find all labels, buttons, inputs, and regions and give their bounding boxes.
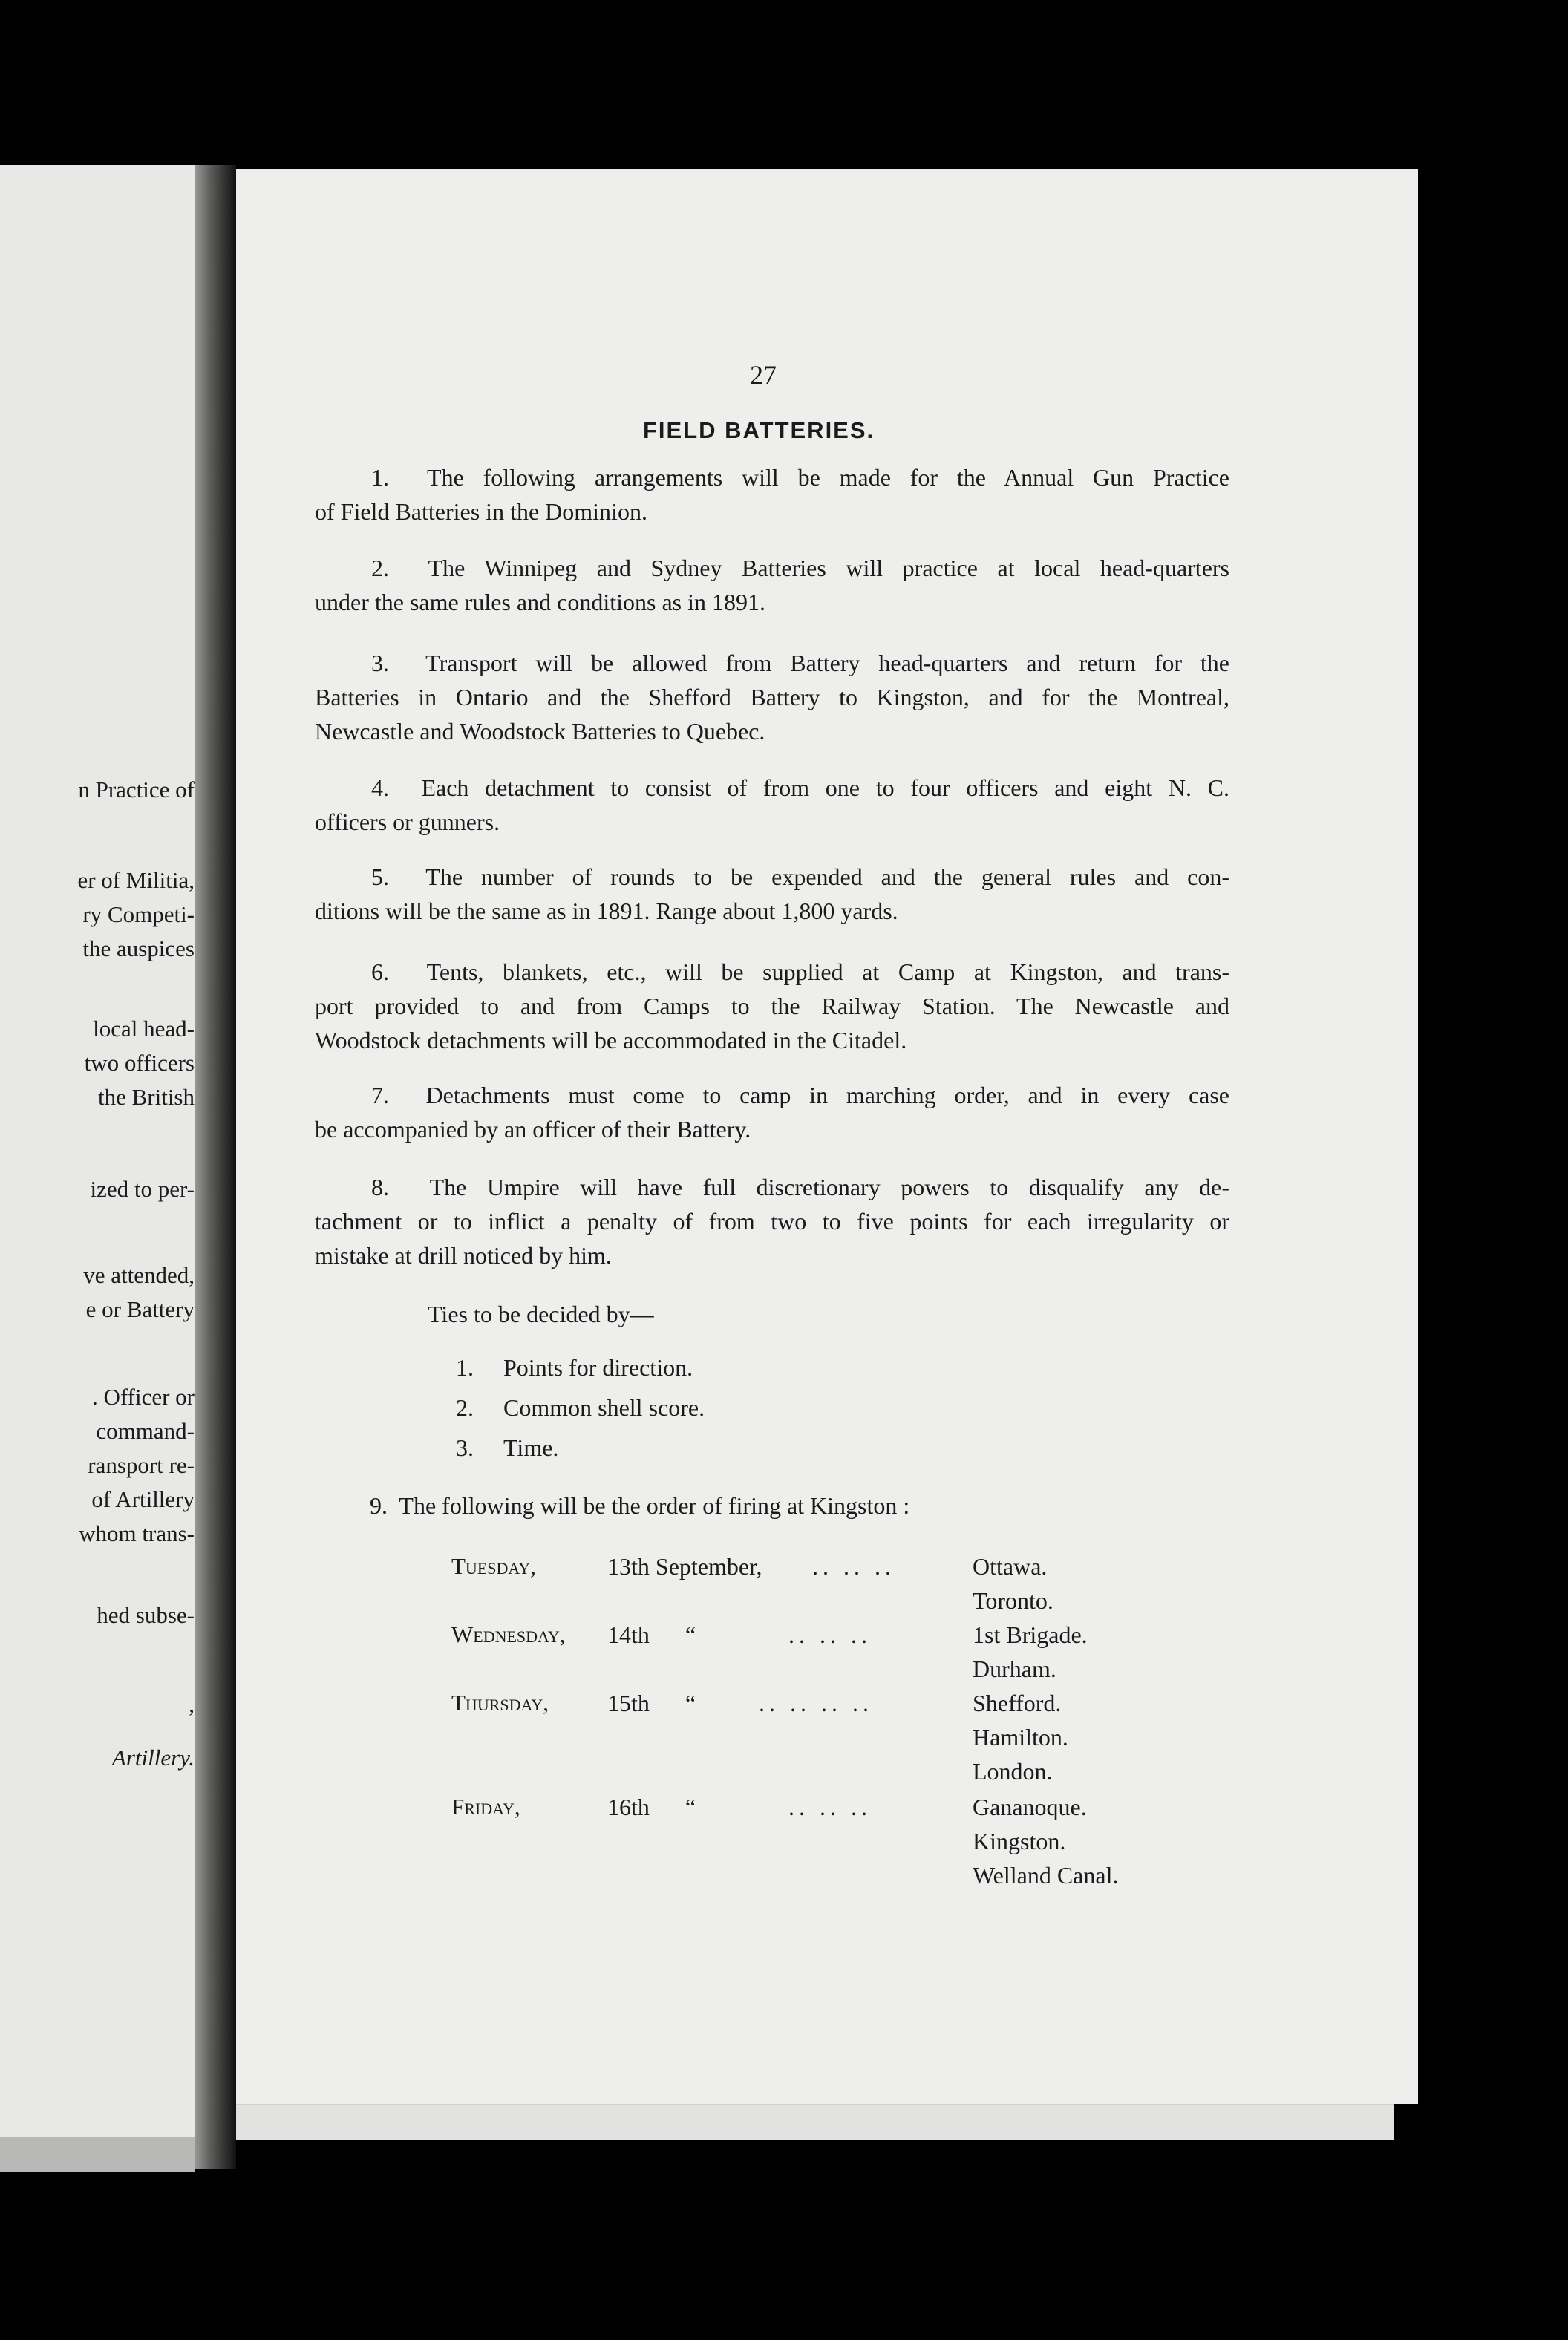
paragraph-number: 3. — [371, 650, 389, 676]
schedule-day: Tuesday, — [451, 1553, 536, 1579]
paragraph-line: The Winnipeg and Sydney Batteries will practice at local head-quarters — [428, 555, 1230, 581]
page-bottom-edge — [236, 2104, 1394, 2140]
schedule-place: Durham. — [973, 1656, 1056, 1682]
schedule-date: 14th “ — [607, 1621, 696, 1648]
paragraph-line: Detachments must come to camp in marching order, and in every case — [425, 1082, 1230, 1108]
paragraph-line: tachment or to inflict a penalty of from two to five points for each irregularity or — [315, 1208, 1229, 1235]
paragraph-line: mistake at drill noticed by him. — [315, 1242, 612, 1269]
schedule-leader-dots: .. .. .. — [788, 1794, 872, 1820]
paragraph-number: 4. — [371, 774, 389, 801]
tie-item — [456, 1434, 558, 1462]
schedule-leader-dots: .. .. .. — [788, 1621, 872, 1648]
schedule-place: Kingston. — [973, 1828, 1066, 1854]
left-page-line: ized to per- — [90, 1176, 195, 1202]
paragraph-line: port provided to and from Camps to the Railway Station. The Newcastle and — [315, 993, 1229, 1019]
paragraph-line: Batteries in Ontario and the Shefford Battery to Kingston, and for the Montreal, — [315, 684, 1229, 710]
left-page-line: the British — [97, 1084, 195, 1110]
schedule-place: Shefford. — [973, 1690, 1062, 1716]
schedule-leader-dots: .. .. .. .. — [759, 1690, 873, 1716]
ties-intro: Ties to be decided by— — [428, 1301, 654, 1327]
left-page-signature-line: Artillery. — [111, 1745, 195, 1771]
paragraph-2 — [315, 551, 1229, 619]
paragraph-4 — [315, 771, 1229, 839]
paragraph-line: The following arrangements will be made for the Annual Gun Practice — [427, 464, 1229, 491]
paragraph-line: ditions will be the same as in 1891. Range about 1,800 yards. — [315, 898, 898, 924]
paragraph-line: Woodstock detachments will be accommodated in the Citadel. — [315, 1027, 907, 1053]
schedule-place: Hamilton. — [973, 1724, 1068, 1751]
tie-text: Points for direction. — [503, 1354, 693, 1381]
paragraph-number: 2. — [371, 555, 389, 581]
paragraph-line: Tents, blankets, etc., will be supplied at Camp at Kingston, and trans- — [426, 958, 1230, 985]
previous-page-fragment — [0, 165, 195, 2137]
left-page-line: ransport re- — [88, 1452, 195, 1478]
schedule-date: 15th “ — [607, 1690, 696, 1716]
section-heading: FIELD BATTERIES. — [643, 417, 875, 443]
paragraph-line: Each detachment to consist of from one to four officers and eight N. C. — [421, 774, 1230, 801]
schedule-leader-dots: .. .. .. — [812, 1553, 895, 1580]
tie-number: 2. — [456, 1394, 474, 1421]
left-page-line: command- — [96, 1418, 195, 1444]
schedule-place: Gananoque. — [973, 1794, 1087, 1820]
left-page-line: ry Competi- — [82, 901, 195, 927]
left-page-line: , — [189, 1691, 195, 1717]
schedule-place: Ottawa. — [973, 1553, 1048, 1580]
left-page-line: . Officer or — [91, 1384, 195, 1410]
schedule-place: Welland Canal. — [973, 1862, 1119, 1889]
left-page-line: ve attended, — [83, 1262, 195, 1288]
schedule-place: London. — [973, 1758, 1053, 1785]
paragraph-line: officers or gunners. — [315, 808, 500, 835]
schedule-day: Thursday, — [451, 1690, 549, 1716]
paragraph-number: 8. — [371, 1174, 389, 1200]
paragraph-line: Transport will be allowed from Battery head-quarters and return for the — [425, 650, 1230, 676]
page-number: 27 — [750, 360, 777, 390]
left-page-line: er of Militia, — [77, 867, 195, 893]
schedule-date: 16th “ — [607, 1794, 696, 1820]
tie-number: 3. — [456, 1434, 474, 1461]
previous-page-bottom-edge — [0, 2137, 195, 2172]
book-gutter — [195, 165, 236, 2169]
left-page-line: two officers — [84, 1050, 195, 1076]
paragraph-number: 6. — [371, 958, 389, 985]
paragraph-line: be accompanied by an officer of their Battery. — [315, 1116, 751, 1143]
schedule-place: Toronto. — [973, 1587, 1054, 1614]
paragraph-number: 9. — [370, 1492, 388, 1519]
paragraph-5 — [315, 860, 1229, 928]
tie-item — [456, 1394, 705, 1422]
schedule-day: Wednesday, — [451, 1621, 566, 1647]
paragraph-7 — [315, 1078, 1229, 1146]
paragraph-line: of Field Batteries in the Dominion. — [315, 498, 647, 525]
paragraph-1 — [315, 460, 1229, 529]
order-intro-text: The following will be the order of firing at Kingston : — [399, 1492, 910, 1519]
paragraph-number: 7. — [371, 1082, 389, 1108]
tie-text: Time. — [503, 1434, 559, 1461]
paragraph-number: 5. — [371, 863, 389, 890]
tie-number: 1. — [456, 1354, 474, 1381]
schedule-day: Friday, — [451, 1794, 520, 1820]
paragraph-3 — [315, 646, 1229, 748]
left-page-line: whom trans- — [79, 1520, 195, 1546]
paragraph-line: The number of rounds to be expended and the general rules and con- — [425, 863, 1230, 890]
paragraph-8 — [315, 1170, 1229, 1272]
tie-item — [456, 1354, 693, 1382]
schedule-place: 1st Brigade. — [973, 1621, 1088, 1648]
left-page-line: local head- — [93, 1016, 195, 1042]
schedule-date: 13th September, — [607, 1553, 762, 1580]
left-page-line: e or Battery — [85, 1296, 195, 1322]
left-page-line: hed subse- — [97, 1602, 195, 1628]
paragraph-6 — [315, 955, 1229, 1057]
paragraph-line: The Umpire will have full discretionary powers to disqualify any de- — [429, 1174, 1230, 1200]
order-intro — [370, 1492, 909, 1520]
tie-text: Common shell score. — [503, 1394, 705, 1421]
left-page-line: of Artillery — [91, 1486, 195, 1512]
paragraph-number: 1. — [371, 464, 389, 491]
left-page-line: n Practice of — [78, 777, 195, 803]
left-page-line: the auspices — [82, 935, 195, 961]
paragraph-line: Newcastle and Woodstock Batteries to Quebec. — [315, 718, 765, 745]
paragraph-line: under the same rules and conditions as in 1891. — [315, 589, 765, 615]
